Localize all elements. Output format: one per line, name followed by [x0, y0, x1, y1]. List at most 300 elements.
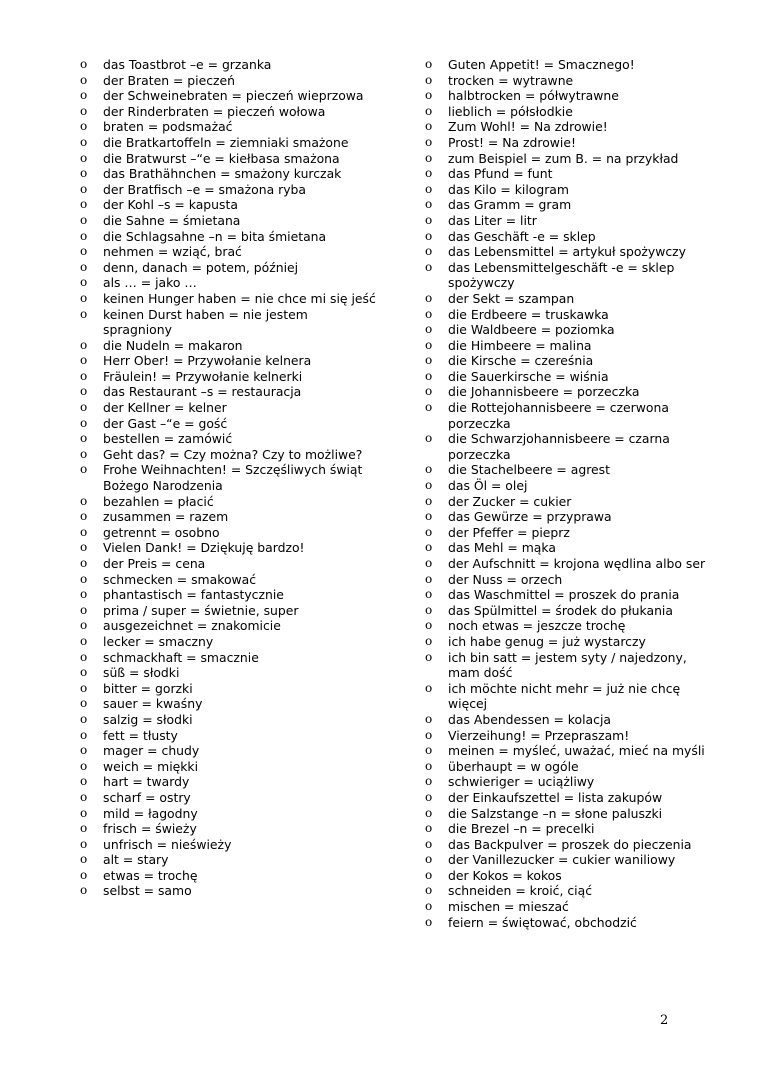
bullet-marker: o	[425, 353, 433, 368]
vocabulary-item	[425, 229, 715, 245]
bullet-marker: o	[80, 633, 88, 648]
vocabulary-item	[80, 587, 380, 603]
bullet-marker: o	[80, 462, 88, 477]
vocabulary-item	[80, 618, 380, 634]
vocabulary-item	[425, 899, 715, 915]
vocabulary-item	[425, 197, 715, 213]
vocabulary-entry: das Geschäft -e = sklep	[448, 228, 596, 244]
vocabulary-item	[80, 307, 380, 338]
vocabulary-entry: schmecken = smakować	[103, 571, 257, 587]
vocabulary-entry: schwieriger = uciążliwy	[448, 774, 595, 790]
vocabulary-item	[80, 119, 380, 135]
vocabulary-entry: das Mehl = mąka	[448, 540, 556, 556]
vocabulary-item	[80, 728, 380, 744]
bullet-marker: o	[425, 181, 433, 196]
vocabulary-entry: der Kellner = kelner	[103, 400, 227, 416]
vocabulary-item	[80, 852, 380, 868]
vocabulary-item	[80, 291, 380, 307]
vocabulary-entry: die Nudeln = makaron	[103, 337, 243, 353]
bullet-marker: o	[425, 774, 433, 789]
vocabulary-entry: der Braten = pieczeń	[103, 72, 236, 88]
bullet-marker: o	[425, 805, 433, 820]
bullet-marker: o	[80, 103, 88, 118]
vocabulary-entry: Prost! = Na zdrowie!	[448, 134, 576, 150]
vocabulary-entry: Frohe Weihnachten! = Szczęśliwych świąt Bożego Narodzenia	[103, 462, 363, 494]
vocabulary-entry: etwas = trochę	[103, 867, 198, 883]
vocabulary-entry: die Bratkartoffeln = ziemniaki smażone	[103, 134, 349, 150]
vocabulary-item	[80, 338, 380, 354]
vocabulary-entry: als … = jako …	[103, 275, 197, 291]
vocabulary-item	[80, 384, 380, 400]
vocabulary-item	[425, 868, 715, 884]
vocabulary-entry: die Schlagsahne –n = bita śmietana	[103, 228, 327, 244]
bullet-marker: o	[80, 727, 88, 742]
vocabulary-entry: der Einkaufszettel = lista zakupów	[448, 789, 663, 805]
vocabulary-item	[80, 353, 380, 369]
vocabulary-entry: das Liter = litr	[448, 212, 537, 228]
vocabulary-item	[80, 260, 380, 276]
bullet-marker: o	[425, 649, 433, 664]
vocabulary-entry: ich habe genug = już wystarczy	[448, 633, 646, 649]
vocabulary-item	[425, 915, 715, 931]
bullet-marker: o	[425, 821, 433, 836]
bullet-marker: o	[80, 821, 88, 836]
vocabulary-entry: phantastisch = fantastycznie	[103, 587, 284, 603]
vocabulary-entry: Zum Wohl! = Na zdrowie!	[448, 119, 608, 135]
vocabulary-entry: der Nuss = orzech	[448, 571, 563, 587]
bullet-marker: o	[80, 228, 88, 243]
vocabulary-item	[80, 743, 380, 759]
vocabulary-item	[80, 431, 380, 447]
vocabulary-entry: die Brezel –n = precelki	[448, 821, 595, 837]
vocabulary-entry: hart = twardy	[103, 774, 190, 790]
vocabulary-entry: der Pfeffer = pieprz	[448, 524, 570, 540]
vocabulary-entry: Vielen Dank! = Dziękuję bardzo!	[103, 540, 305, 556]
vocabulary-entry: schneiden = kroić, ciąć	[448, 883, 593, 899]
vocabulary-item	[425, 681, 715, 712]
bullet-marker: o	[425, 228, 433, 243]
vocabulary-entry: das Brathähnchen = smażony kurczak	[103, 166, 342, 182]
vocabulary-entry: Herr Ober! = Przywołanie kelnera	[103, 353, 312, 369]
bullet-marker: o	[80, 774, 88, 789]
vocabulary-entry: schmackhaft = smacznie	[103, 649, 259, 665]
vocabulary-entry: die Stachelbeere = agrest	[448, 462, 610, 478]
bullet-marker: o	[425, 322, 433, 337]
vocabulary-item	[425, 525, 715, 541]
bullet-marker: o	[425, 134, 433, 149]
vocabulary-item	[80, 759, 380, 775]
page-number: 2	[660, 1013, 669, 1028]
bullet-marker: o	[425, 633, 433, 648]
vocabulary-item	[80, 525, 380, 541]
vocabulary-entry: das Pfund = funt	[448, 166, 553, 182]
bullet-marker: o	[80, 852, 88, 867]
bullet-marker: o	[425, 524, 433, 539]
vocabulary-entry: noch etwas = jeszcze trochę	[448, 618, 626, 634]
bullet-marker: o	[80, 509, 88, 524]
bullet-marker: o	[425, 259, 433, 274]
vocabulary-entry: das Spülmittel = środek do płukania	[448, 602, 673, 618]
bullet-marker: o	[80, 665, 88, 680]
bullet-marker: o	[80, 150, 88, 165]
vocabulary-entry: ich möchte nicht mehr = już nie chcę więcej	[448, 680, 681, 712]
vocabulary-item	[425, 260, 715, 291]
vocabulary-entry: prima / super = świetnie, super	[103, 602, 299, 618]
vocabulary-item	[425, 712, 715, 728]
vocabulary-item	[80, 166, 380, 182]
bullet-marker: o	[425, 914, 433, 929]
vocabulary-entry: denn, danach = potem, później	[103, 259, 299, 275]
bullet-marker: o	[425, 150, 433, 165]
vocabulary-item	[425, 806, 715, 822]
vocabulary-item	[425, 618, 715, 634]
vocabulary-entry: ausgezeichnet = znakomicie	[103, 618, 281, 634]
vocabulary-entry: Fräulein! = Przywołanie kelnerki	[103, 368, 303, 384]
bullet-marker: o	[80, 587, 88, 602]
bullet-marker: o	[425, 337, 433, 352]
vocabulary-item	[425, 603, 715, 619]
vocabulary-entry: Geht das? = Czy można? Czy to możliwe?	[103, 446, 363, 462]
vocabulary-entry: der Kohl –s = kapusta	[103, 197, 238, 213]
vocabulary-entry: keinen Durst haben = nie jestem spragniony	[103, 306, 308, 338]
bullet-marker: o	[80, 883, 88, 898]
vocabulary-item	[80, 275, 380, 291]
vocabulary-entry: unfrisch = nieświeży	[103, 836, 232, 852]
bullet-marker: o	[80, 446, 88, 461]
bullet-marker: o	[80, 290, 88, 305]
vocabulary-entry: der Sekt = szampan	[448, 290, 575, 306]
bullet-marker: o	[425, 743, 433, 758]
bullet-marker: o	[425, 384, 433, 399]
vocabulary-item	[425, 774, 715, 790]
bullet-marker: o	[425, 478, 433, 493]
vocabulary-item	[425, 135, 715, 151]
bullet-marker: o	[80, 306, 88, 321]
bullet-marker: o	[425, 368, 433, 383]
vocabulary-entry: frisch = świeży	[103, 821, 197, 837]
vocabulary-entry: die Schwarzjohannisbeere = czarna porzeczka	[448, 431, 670, 462]
vocabulary-item	[80, 416, 380, 432]
bullet-marker: o	[425, 431, 433, 446]
bullet-marker: o	[425, 119, 433, 134]
vocabulary-item	[425, 556, 715, 572]
bullet-marker: o	[425, 88, 433, 103]
bullet-marker: o	[425, 680, 433, 695]
vocabulary-item	[80, 556, 380, 572]
bullet-marker: o	[425, 244, 433, 259]
vocabulary-item	[425, 572, 715, 588]
bullet-marker: o	[425, 618, 433, 633]
vocabulary-item	[425, 213, 715, 229]
vocabulary-entry: die Sahne = śmietana	[103, 212, 241, 228]
bullet-marker: o	[80, 88, 88, 103]
bullet-marker: o	[425, 197, 433, 212]
bullet-marker: o	[425, 72, 433, 87]
vocabulary-item	[425, 182, 715, 198]
vocabulary-item	[425, 400, 715, 431]
bullet-marker: o	[80, 212, 88, 227]
vocabulary-item	[425, 478, 715, 494]
vocabulary-entry: ich bin satt = jestem syty / najedzony, mam dość	[448, 649, 687, 681]
vocabulary-entry: bestellen = zamówić	[103, 431, 233, 447]
vocabulary-entry: die Erdbeere = truskawka	[448, 306, 609, 322]
bullet-marker: o	[425, 883, 433, 898]
vocabulary-entry: zusammen = razem	[103, 509, 229, 525]
vocabulary-entry: das Backpulver = proszek do pieczenia	[448, 836, 692, 852]
vocabulary-item	[425, 431, 715, 462]
vocabulary-item	[80, 868, 380, 884]
vocabulary-item	[80, 73, 380, 89]
vocabulary-item	[425, 307, 715, 323]
vocabulary-item	[80, 88, 380, 104]
vocabulary-item	[80, 197, 380, 213]
bullet-marker: o	[80, 711, 88, 726]
vocabulary-entry: zum Beispiel = zum B. = na przykład	[448, 150, 679, 166]
vocabulary-item	[425, 322, 715, 338]
bullet-marker: o	[80, 275, 88, 290]
vocabulary-entry: fett = tłusty	[103, 727, 178, 743]
vocabulary-entry: der Zucker = cukier	[448, 493, 572, 509]
bullet-marker: o	[80, 758, 88, 773]
vocabulary-item	[80, 821, 380, 837]
bullet-marker: o	[80, 680, 88, 695]
bullet-marker: o	[80, 540, 88, 555]
vocabulary-item	[425, 837, 715, 853]
bullet-marker: o	[425, 103, 433, 118]
vocabulary-item	[80, 104, 380, 120]
vocabulary-entry: bezahlen = płacić	[103, 493, 214, 509]
vocabulary-entry: meinen = myśleć, uważać, mieć na myśli	[448, 743, 705, 759]
vocabulary-entry: braten = podsmażać	[103, 119, 233, 135]
vocabulary-entry: das Lebensmittel = artykuł spożywczy	[448, 244, 687, 260]
bullet-marker: o	[80, 556, 88, 570]
vocabulary-item	[425, 852, 715, 868]
vocabulary-item	[425, 821, 715, 837]
vocabulary-item	[425, 384, 715, 400]
vocabulary-entry: trocken = wytrawne	[448, 72, 574, 88]
vocabulary-entry: feiern = świętować, obchodzić	[448, 914, 637, 930]
bullet-marker: o	[80, 337, 88, 352]
vocabulary-item	[80, 774, 380, 790]
vocabulary-entry: das Kilo = kilogram	[448, 181, 569, 197]
bullet-marker: o	[80, 493, 88, 508]
bullet-marker: o	[425, 758, 433, 773]
vocabulary-entry: selbst = samo	[103, 883, 192, 899]
bullet-marker: o	[425, 493, 433, 508]
bullet-marker: o	[80, 197, 88, 212]
vocabulary-item	[425, 587, 715, 603]
vocabulary-item	[80, 806, 380, 822]
vocabulary-item	[80, 572, 380, 588]
bullet-marker: o	[80, 789, 88, 804]
vocabulary-entry: die Bratwurst –“e = kiełbasa smażona	[103, 150, 340, 166]
vocabulary-item	[80, 182, 380, 198]
vocabulary-item	[425, 790, 715, 806]
bullet-marker: o	[425, 899, 433, 914]
vocabulary-entry: keinen Hunger haben = nie chce mi się jeść	[103, 290, 376, 306]
vocabulary-item	[80, 650, 380, 666]
vocabulary-item	[425, 73, 715, 89]
vocabulary-entry: das Gramm = gram	[448, 197, 572, 213]
vocabulary-entry: das Gewürze = przyprawa	[448, 509, 612, 525]
vocabulary-entry: das Restaurant –s = restauracja	[103, 384, 302, 400]
vocabulary-item	[80, 447, 380, 463]
bullet-marker: o	[425, 602, 433, 617]
bullet-marker: o	[80, 368, 88, 383]
bullet-marker: o	[425, 571, 433, 586]
vocabulary-item	[425, 369, 715, 385]
bullet-marker: o	[425, 867, 433, 882]
bullet-marker: o	[425, 540, 433, 555]
bullet-marker: o	[425, 727, 433, 742]
bullet-marker: o	[80, 57, 88, 71]
vocabulary-entry: die Sauerkirsche = wiśnia	[448, 368, 609, 384]
vocabulary-entry: getrennt = osobno	[103, 524, 220, 540]
vocabulary-entry: nehmen = wziąć, brać	[103, 244, 242, 260]
vocabulary-entry: die Himbeere = malina	[448, 337, 592, 353]
vocabulary-entry: süß = słodki	[103, 665, 180, 681]
vocabulary-item	[425, 759, 715, 775]
bullet-marker: o	[425, 852, 433, 867]
vocabulary-item	[80, 712, 380, 728]
bullet-marker: o	[80, 524, 88, 539]
bullet-marker: o	[425, 57, 433, 71]
bullet-marker: o	[80, 134, 88, 149]
vocabulary-item	[80, 213, 380, 229]
bullet-marker: o	[80, 649, 88, 664]
vocabulary-entry: der Bratfisch –e = smażona ryba	[103, 181, 306, 197]
vocabulary-entry: der Aufschnitt = krojona wędlina albo ser	[448, 556, 706, 571]
vocabulary-entry: weich = miękki	[103, 758, 199, 774]
vocabulary-item	[425, 119, 715, 135]
bullet-marker: o	[425, 836, 433, 851]
bullet-marker: o	[80, 696, 88, 711]
bullet-marker: o	[80, 602, 88, 617]
vocabulary-entry: halbtrocken = półwytrawne	[448, 88, 619, 104]
vocabulary-entry: das Toastbrot –e = grzanka	[103, 57, 272, 72]
vocabulary-entry: die Rottejohannisbeere = czerwona porzeczka	[448, 400, 669, 431]
vocabulary-entry: der Vanillezucker = cukier waniliowy	[448, 852, 676, 868]
vocabulary-item	[425, 634, 715, 650]
vocabulary-entry: der Preis = cena	[103, 556, 206, 571]
vocabulary-item	[80, 229, 380, 245]
vocabulary-item	[425, 650, 715, 681]
vocabulary-item	[425, 244, 715, 260]
vocabulary-entry: der Schweinebraten = pieczeń wieprzowa	[103, 88, 364, 104]
vocabulary-entry: das Abendessen = kolacja	[448, 711, 612, 727]
bullet-marker: o	[80, 431, 88, 446]
bullet-marker: o	[425, 556, 433, 570]
vocabulary-item	[80, 681, 380, 697]
vocabulary-item	[425, 728, 715, 744]
bullet-marker: o	[80, 805, 88, 820]
bullet-marker: o	[80, 384, 88, 399]
bullet-marker: o	[80, 571, 88, 586]
bullet-marker: o	[425, 509, 433, 524]
bullet-marker: o	[425, 400, 433, 415]
vocabulary-list-right	[425, 57, 715, 930]
vocabulary-item	[425, 540, 715, 556]
vocabulary-item	[80, 57, 380, 73]
bullet-marker: o	[425, 711, 433, 726]
vocabulary-item	[80, 790, 380, 806]
vocabulary-list-left	[80, 57, 380, 899]
vocabulary-entry: Guten Appetit! = Smacznego!	[448, 57, 635, 72]
bullet-marker: o	[425, 587, 433, 602]
bullet-marker: o	[80, 119, 88, 134]
vocabulary-item	[80, 634, 380, 650]
vocabulary-item	[80, 494, 380, 510]
vocabulary-item	[80, 696, 380, 712]
vocabulary-item	[80, 540, 380, 556]
vocabulary-entry: das Lebensmittelgeschäft -e = sklep spożywczy	[448, 259, 675, 291]
vocabulary-item	[425, 338, 715, 354]
vocabulary-entry: lieblich = półsłodkie	[448, 103, 573, 119]
bullet-marker: o	[80, 415, 88, 430]
vocabulary-entry: die Salzstange –n = słone paluszki	[448, 805, 663, 821]
bullet-marker: o	[80, 181, 88, 196]
vocabulary-item	[80, 837, 380, 853]
vocabulary-item	[425, 509, 715, 525]
vocabulary-item	[425, 353, 715, 369]
vocabulary-item	[425, 166, 715, 182]
vocabulary-entry: mild = łagodny	[103, 805, 198, 821]
bullet-marker: o	[425, 290, 433, 305]
vocabulary-entry: alt = stary	[103, 852, 169, 868]
bullet-marker: o	[80, 618, 88, 633]
bullet-marker: o	[80, 743, 88, 758]
vocabulary-item	[80, 369, 380, 385]
vocabulary-entry: der Kokos = kokos	[448, 867, 562, 883]
vocabulary-item	[80, 509, 380, 525]
vocabulary-item	[425, 291, 715, 307]
bullet-marker: o	[80, 166, 88, 181]
bullet-marker: o	[425, 212, 433, 227]
vocabulary-item	[425, 88, 715, 104]
vocabulary-entry: die Waldbeere = poziomka	[448, 322, 615, 338]
vocabulary-entry: Vierzeihung! = Przepraszam!	[448, 727, 630, 743]
vocabulary-item	[425, 151, 715, 167]
vocabulary-item	[80, 883, 380, 899]
bullet-marker: o	[80, 836, 88, 851]
bullet-marker: o	[425, 306, 433, 321]
bullet-marker: o	[80, 867, 88, 882]
vocabulary-item	[425, 883, 715, 899]
vocabulary-item	[80, 462, 380, 493]
vocabulary-entry: bitter = gorzki	[103, 680, 193, 696]
vocabulary-item	[425, 743, 715, 759]
vocabulary-item	[80, 400, 380, 416]
bullet-marker: o	[80, 244, 88, 259]
vocabulary-item	[425, 104, 715, 120]
vocabulary-item	[425, 494, 715, 510]
bullet-marker: o	[425, 462, 433, 477]
vocabulary-item	[80, 135, 380, 151]
vocabulary-item	[80, 603, 380, 619]
bullet-marker: o	[425, 789, 433, 804]
bullet-marker: o	[80, 400, 88, 415]
bullet-marker: o	[80, 72, 88, 87]
vocabulary-entry: mischen = mieszać	[448, 899, 569, 915]
vocabulary-entry: salzig = słodki	[103, 711, 193, 727]
vocabulary-entry: die Kirsche = czereśnia	[448, 353, 594, 369]
vocabulary-entry: die Johannisbeere = porzeczka	[448, 384, 640, 400]
vocabulary-entry: überhaupt = w ogóle	[448, 758, 579, 774]
vocabulary-item	[80, 665, 380, 681]
bullet-marker: o	[80, 353, 88, 368]
vocabulary-entry: das Waschmittel = proszek do prania	[448, 587, 680, 603]
vocabulary-item	[425, 462, 715, 478]
